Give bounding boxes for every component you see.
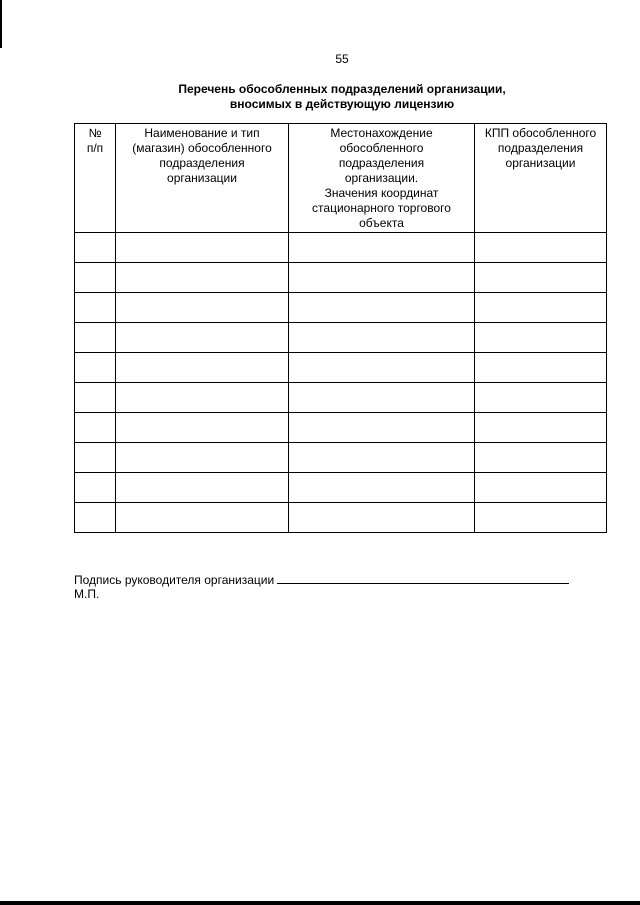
table-row	[75, 293, 607, 323]
table-cell[interactable]	[75, 323, 116, 353]
table-cell[interactable]	[116, 443, 289, 473]
table-cell[interactable]	[289, 503, 475, 533]
table-row	[75, 323, 607, 353]
table-cell[interactable]	[289, 473, 475, 503]
table-cell[interactable]	[475, 353, 607, 383]
stamp-label: М.П.	[74, 587, 100, 601]
table-row	[75, 353, 607, 383]
table-cell[interactable]	[475, 413, 607, 443]
signature-label: Подпись руководителя организации	[74, 573, 275, 587]
table-cell[interactable]	[475, 503, 607, 533]
table-cell[interactable]	[116, 293, 289, 323]
table-cell[interactable]	[75, 473, 116, 503]
table-cell[interactable]	[116, 233, 289, 263]
table-cell[interactable]	[289, 413, 475, 443]
table-row	[75, 383, 607, 413]
table-cell[interactable]	[289, 263, 475, 293]
page-number: 55	[335, 52, 349, 66]
table-row	[75, 263, 607, 293]
table-cell[interactable]	[475, 263, 607, 293]
header-name-type	[116, 124, 289, 233]
document-title	[0, 82, 640, 112]
table-cell[interactable]	[475, 443, 607, 473]
table-cell[interactable]	[75, 263, 116, 293]
table-cell[interactable]	[289, 293, 475, 323]
scan-edge-left	[0, 0, 2, 48]
header-number-text: № п/п	[86, 126, 104, 155]
table-cell[interactable]	[75, 503, 116, 533]
table-cell[interactable]	[116, 503, 289, 533]
table-row	[75, 233, 607, 263]
header-location	[289, 124, 475, 233]
title-line-1: Перечень обособленных подразделений организации,	[178, 82, 506, 96]
subdivisions-table	[74, 123, 607, 533]
table-cell[interactable]	[289, 443, 475, 473]
header-kpp-text: КПП обособленного подразделения организации	[484, 126, 597, 170]
table-cell[interactable]	[116, 323, 289, 353]
table-cell[interactable]	[116, 383, 289, 413]
table-cell[interactable]	[75, 383, 116, 413]
table-cell[interactable]	[289, 353, 475, 383]
header-kpp	[475, 124, 607, 233]
table-cell[interactable]	[475, 323, 607, 353]
signature-line-row	[74, 571, 569, 587]
table-cell[interactable]	[75, 293, 116, 323]
table-row	[75, 413, 607, 443]
table-cell[interactable]	[289, 323, 475, 353]
table-header-row	[75, 124, 607, 233]
table-cell[interactable]	[75, 443, 116, 473]
table-row	[75, 473, 607, 503]
header-name-type-text: Наименование и тип (магазин) обособленного подразделения организации	[132, 126, 272, 185]
table-cell[interactable]	[75, 233, 116, 263]
header-location-text: Местонахождение обособленного подразделения организации. Значения координат стационарного торгового объекта	[312, 126, 451, 230]
table-cell[interactable]	[289, 383, 475, 413]
table-row	[75, 503, 607, 533]
table-cell[interactable]	[475, 233, 607, 263]
table-cell[interactable]	[116, 353, 289, 383]
table-row	[75, 443, 607, 473]
signature-block	[74, 571, 569, 601]
signature-blank-line	[277, 571, 569, 584]
table-cell[interactable]	[475, 473, 607, 503]
table-cell[interactable]	[116, 413, 289, 443]
title-line-2: вносимых в действующую лицензию	[229, 97, 455, 111]
header-number	[75, 124, 116, 233]
table-cell[interactable]	[116, 263, 289, 293]
table-cell[interactable]	[475, 383, 607, 413]
table-cell[interactable]	[475, 293, 607, 323]
scan-edge-bottom	[0, 901, 640, 905]
table-cell[interactable]	[75, 353, 116, 383]
table-cell[interactable]	[75, 413, 116, 443]
table-body	[75, 233, 607, 533]
table-cell[interactable]	[116, 473, 289, 503]
table-cell[interactable]	[289, 233, 475, 263]
